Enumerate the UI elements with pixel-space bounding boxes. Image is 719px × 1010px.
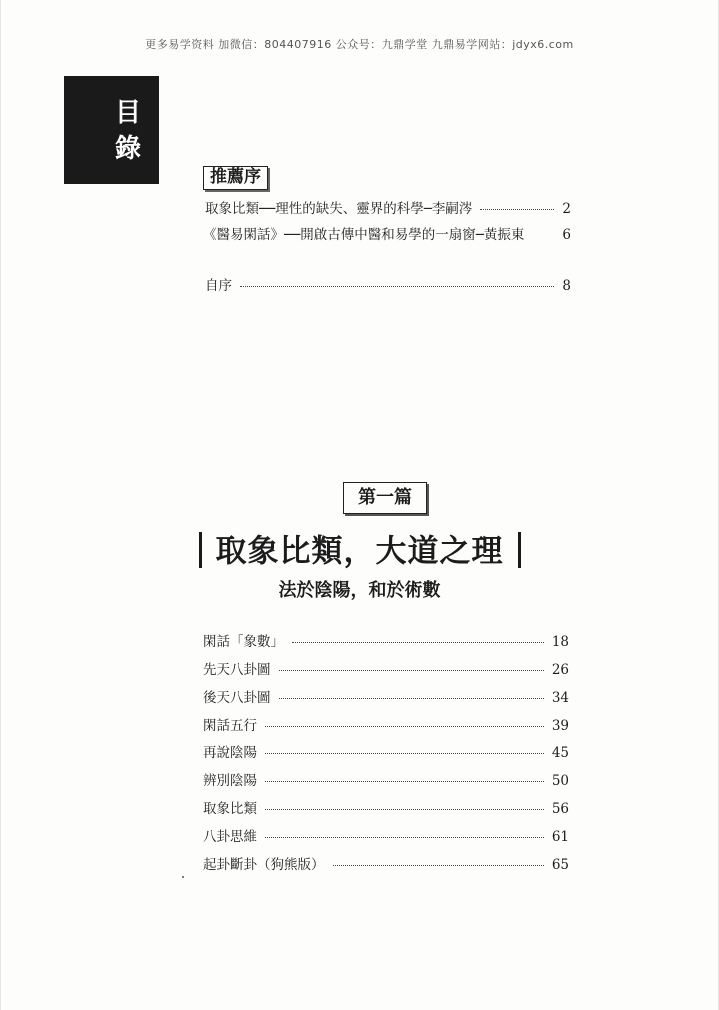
toc-entry-title: 八卦思維 bbox=[203, 829, 257, 845]
toc-entry-page: 8 bbox=[562, 278, 571, 294]
toc-entry-title: 起卦斷卦（狗熊版） bbox=[203, 857, 325, 873]
toc-leader-dots bbox=[265, 753, 544, 754]
toc-entry-title: 取象比類 bbox=[203, 801, 257, 817]
toc-entry-page: 61 bbox=[551, 829, 569, 845]
side-tab-char-2: 錄 bbox=[114, 134, 141, 164]
toc-entry-preface-1[interactable] bbox=[205, 203, 571, 217]
toc-leader-dots bbox=[265, 726, 544, 727]
toc-leader-dots bbox=[530, 235, 556, 236]
part-1-title-text: 取象比類，大道之理 bbox=[215, 533, 504, 570]
toc-entry-page: 50 bbox=[551, 773, 569, 789]
toc-leader-dots bbox=[279, 698, 544, 699]
toc-entry-page: 56 bbox=[551, 801, 569, 817]
toc-entry-page: 26 bbox=[551, 662, 569, 678]
toc-leader-dots bbox=[265, 837, 544, 838]
toc-entry-title: 閑話「象數」 bbox=[203, 634, 284, 650]
toc-entry-title: 閑話五行 bbox=[203, 718, 257, 734]
toc-leader-dots bbox=[292, 642, 544, 643]
toc-entry-author-preface[interactable] bbox=[205, 280, 571, 294]
toc-leader-dots bbox=[240, 286, 554, 287]
toc-entry[interactable] bbox=[203, 747, 569, 761]
toc-leader-dots bbox=[480, 209, 554, 210]
side-tab-char-1: 目 bbox=[114, 98, 141, 128]
title-bar-left bbox=[199, 532, 202, 568]
toc-entry-title: 後天八卦圖 bbox=[203, 690, 271, 706]
toc-side-tab bbox=[64, 76, 159, 184]
toc-entry-page: 34 bbox=[551, 690, 569, 706]
toc-entry-page: 39 bbox=[551, 718, 569, 734]
toc-leader-dots bbox=[265, 781, 544, 782]
toc-entry-title: 辨別陰陽 bbox=[203, 773, 257, 789]
toc-entry-title: 取象比類──理性的缺失、靈界的科學─李嗣涔 bbox=[205, 201, 473, 217]
part-1-subtitle: 法於陰陽，和於術數 bbox=[278, 580, 441, 601]
preface-section-label: 推薦序 bbox=[203, 166, 268, 190]
toc-entry-title: 再說陰陽 bbox=[203, 745, 257, 761]
toc-entry-title: 先天八卦圖 bbox=[203, 662, 271, 678]
toc-entry-page: 2 bbox=[562, 201, 571, 217]
part-1-title bbox=[0, 535, 719, 571]
toc-entry-preface-2[interactable] bbox=[203, 229, 571, 243]
toc-leader-dots bbox=[279, 670, 544, 671]
toc-entry[interactable] bbox=[203, 803, 569, 817]
watermark-header: 更多易学资料 加微信：804407916 公众号：九鼎学堂 九鼎易学网站：jdyx6.com bbox=[145, 38, 574, 51]
toc-entry[interactable] bbox=[203, 692, 569, 706]
toc-entry-page: 18 bbox=[551, 634, 569, 650]
title-bar-right bbox=[518, 532, 521, 568]
toc-entry[interactable] bbox=[203, 636, 569, 650]
toc-leader-dots bbox=[333, 865, 544, 866]
scan-speck bbox=[182, 876, 184, 878]
toc-entry-page: 65 bbox=[551, 857, 569, 873]
toc-entry[interactable] bbox=[203, 831, 569, 845]
toc-entry-page: 45 bbox=[551, 745, 569, 761]
toc-entry-page: 6 bbox=[562, 227, 571, 243]
toc-entry-title: 《醫易閑話》──開啟古傳中醫和易學的一扇窗─黃振東 bbox=[203, 227, 525, 243]
part-1-label: 第一篇 bbox=[343, 482, 427, 514]
toc-entry[interactable] bbox=[203, 775, 569, 789]
toc-entry[interactable] bbox=[203, 720, 569, 734]
toc-entry-title: 自序 bbox=[205, 278, 232, 294]
toc-entry[interactable] bbox=[203, 859, 569, 873]
toc-leader-dots bbox=[265, 809, 544, 810]
toc-entry[interactable] bbox=[203, 664, 569, 678]
